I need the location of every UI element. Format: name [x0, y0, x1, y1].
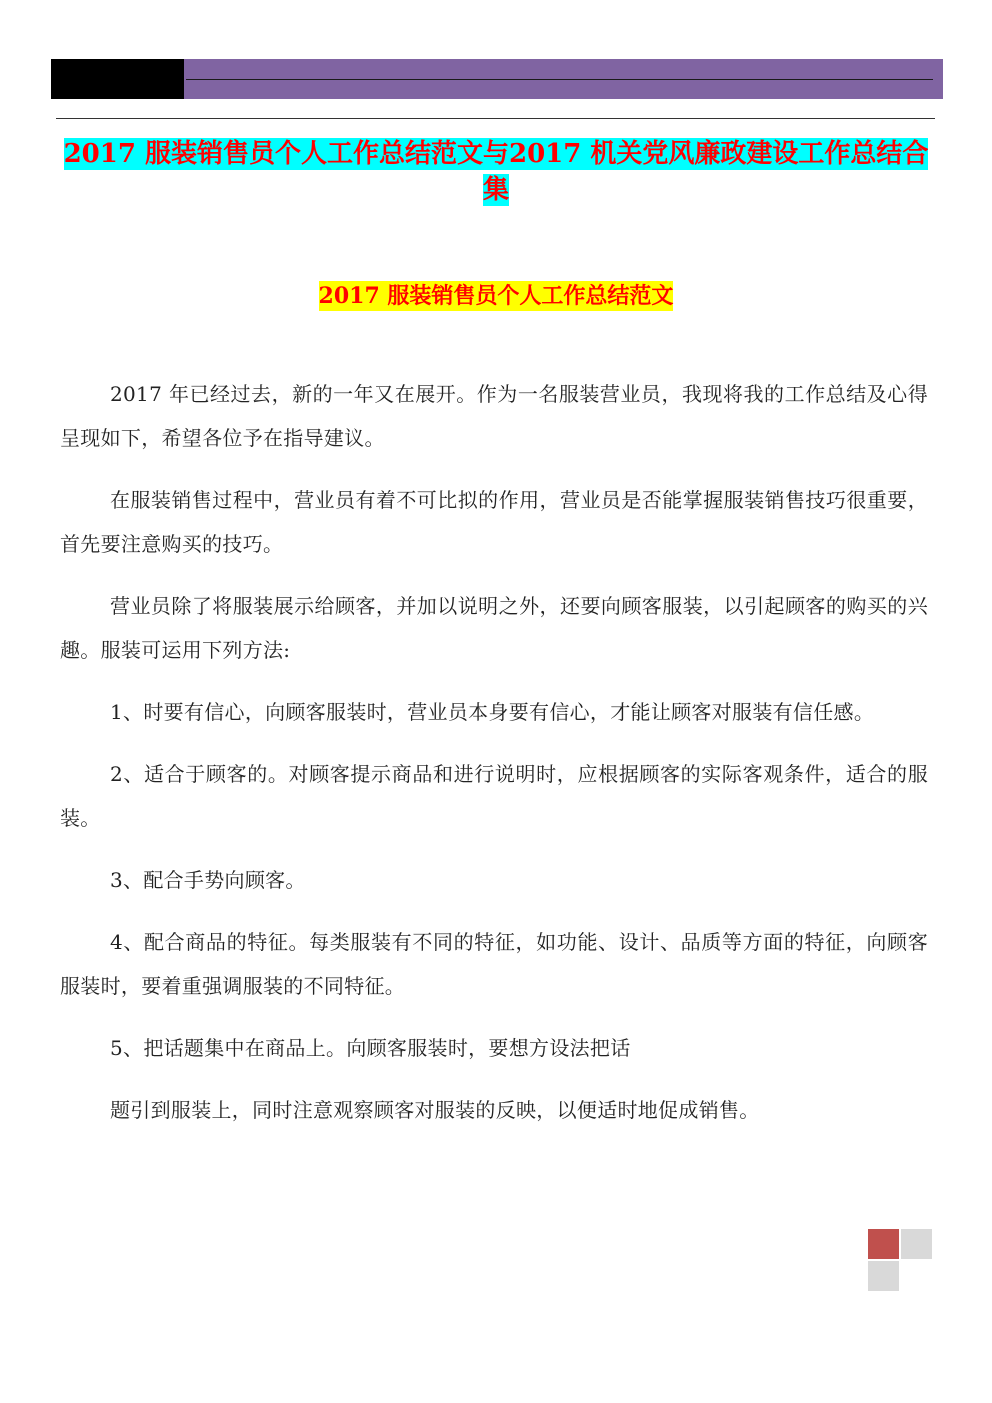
paragraph: 在服装销售过程中，营业员有着不可比拟的作用，营业员是否能掌握服装销售技巧很重要，首先要注意购买的技巧。 — [60, 488, 928, 556]
corner-deco-gray-square-bottom — [868, 1261, 899, 1291]
corner-deco-gray-square-right — [901, 1229, 932, 1259]
list-item: 2、适合于顾客的。对顾客提示商品和进行说明时，应根据顾客的实际客观条件，适合的服装。 — [60, 762, 928, 830]
list-item: 3、配合手势向顾客。 — [110, 868, 306, 892]
list-item: 1、时要有信心，向顾客服装时，营业员本身要有信心，才能让顾客对服装有信任感。 — [110, 700, 875, 724]
header-inner-line — [186, 79, 933, 80]
body-text — [60, 372, 928, 1150]
main-title — [60, 136, 932, 208]
list-item: 4、配合商品的特征。每类服装有不同的特征，如功能、设计、品质等方面的特征，向顾客服装时，要着重强调服装的不同特征。 — [60, 930, 928, 998]
paragraph: 营业员除了将服装展示给顾客，并加以说明之外，还要向顾客服装，以引起顾客的购买的兴趣。服装可运用下列方法: — [60, 594, 928, 662]
main-title-text: 2017 服装销售员个人工作总结范文与2017 机关党风廉政建设工作总结合集 — [63, 139, 929, 205]
paragraph: 2017 年已经过去，新的一年又在展开。作为一名服装营业员，我现将我的工作总结及心得呈现如下，希望各位予在指导建议。 — [60, 382, 928, 450]
section-title — [60, 280, 932, 312]
header-rule — [56, 118, 935, 119]
corner-deco-red-square — [868, 1229, 899, 1259]
header-black-block — [51, 59, 184, 99]
paragraph: 题引到服装上，同时注意观察顾客对服装的反映，以便适时地促成销售。 — [110, 1098, 760, 1122]
section-title-text: 2017 服装销售员个人工作总结范文 — [318, 283, 674, 309]
list-item: 5、把话题集中在商品上。向顾客服装时，要想方设法把话 — [110, 1036, 631, 1060]
